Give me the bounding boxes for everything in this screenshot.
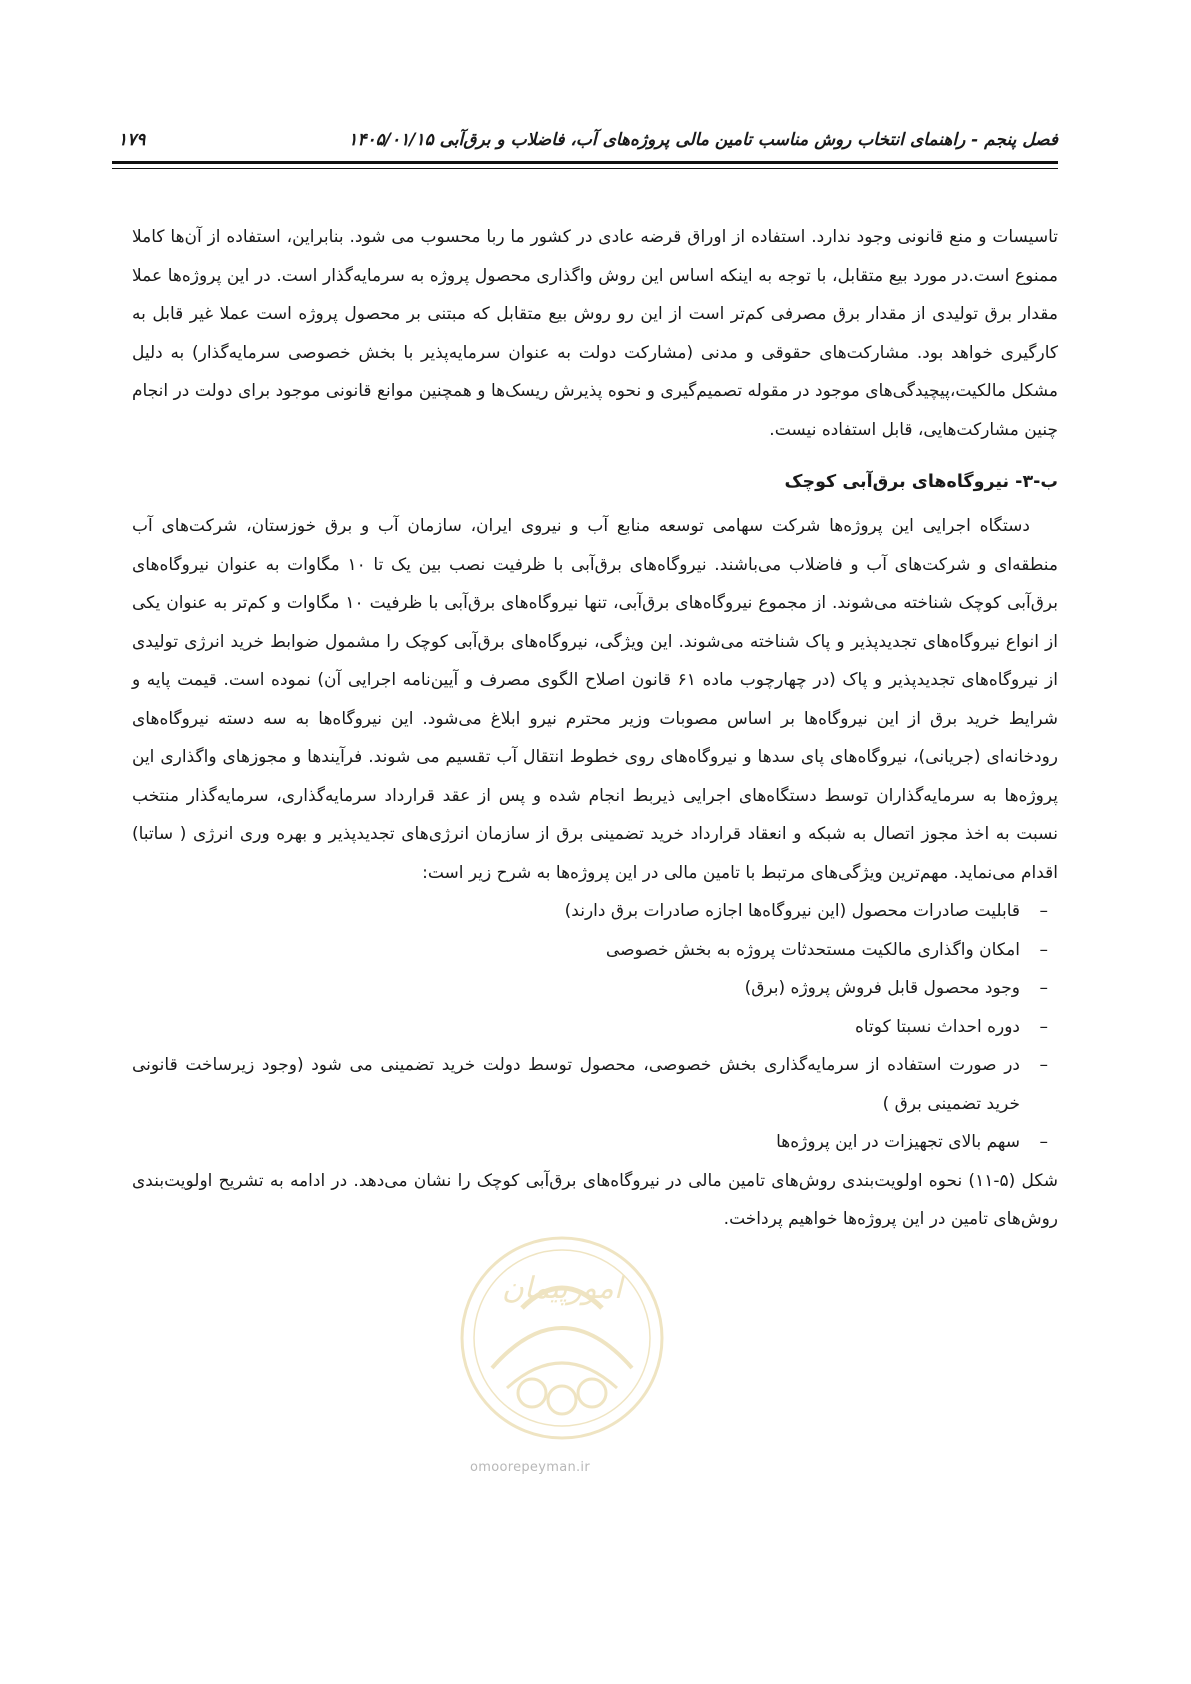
watermark-logo-icon [452, 1228, 672, 1448]
list-item-text: قابلیت صادرات محصول (این نیروگاه‌ها اجازه صادرات برق دارند) [564, 901, 1020, 921]
paragraph-small-hydro: دستگاه اجرایی این پروژه‌ها شرکت سهامی توسعه منابع آب و نیروی ایران، سازمان آب و برق خوزستان، شرکت‌های آب منطقه‌ای و شرکت‌های آب و فاضلاب می‌باشند. نیروگاه‌های برق‌آبی با ظرفیت نصب بین یک تا ۱۰ مگاوات به عنوان نیروگاه‌های برق‌آبی کوچک شناخته می‌شوند. از مجموع نیروگاه‌های برق‌آبی، تنها نیروگاه‌های برق‌آبی با ظرفیت ۱۰ مگاوات و کم‌تر به عنوان یکی از انواع نیروگاه‌های تجدیدپذیر و پاک شناخته می‌شوند. این ویژگی، نیروگاه‌های برق‌آبی کوچک را مشمول ضوابط خرید انرژی تولیدی از نیروگاه‌های تجدیدپذیر و پاک (در چهارچوب ماده ۶۱ قانون اصلاح الگوی مصرف و آیین‌نامه اجرایی آن) نموده است. قیمت پایه و شرایط خرید برق از این نیروگاه‌ها بر اساس مصوبات وزیر محترم نیرو ابلاغ می‌شود. این نیروگاه‌ها به سه دسته نیروگاه‌های رودخانه‌ای (جریانی)، نیروگاه‌های پای سدها و نیروگاه‌های روی خطوط انتقال آب تقسیم می شوند. فرآیندها و مجوزهای واگذاری این پروژه‌ها به سرمایه‌گذاران توسط دستگاه‌های اجرایی ذیربط انجام شده و پس از عقد قرارداد سرمایه‌گذاری، سرمایه‌گذار منتخب نسبت به اخذ مجوز اتصال به شبکه و انعقاد قرارداد خرید تضمینی برق از سازمان انرژی‌های تجدیدپذیر و بهره وری انرژی ( ساتبا) اقدام می‌نماید. مهم‌ترین ویژگی‌های مرتبط با تامین مالی در این پروژه‌ها به شرح زیر است: [132, 516, 1059, 883]
page-header [112, 126, 1058, 164]
bullet-dash: – [1039, 1016, 1048, 1037]
feature-list [132, 892, 1058, 1162]
list-item [132, 1123, 1048, 1162]
header-rule-thin [112, 168, 1058, 169]
bullet-dash: – [1039, 1132, 1048, 1152]
bullet-dash: – [1039, 978, 1048, 998]
page-body [132, 218, 1058, 1239]
list-item-text: در صورت استفاده از سرمایه‌گذاری بخش خصوصی، محصول توسط دولت خرید تضمینی می شود (وجود زیرساخت قانونی خرید تضمینی برق ) [132, 1055, 1020, 1114]
bullet-dash: – [1039, 1055, 1048, 1075]
paragraph-financing-methods: تاسیسات و منع قانونی وجود ندارد. استفاده از اوراق قرضه عادی در کشور ما ربا محسوب می شود. بنابراین، استفاده از آن‌ها کاملا ممنوع است.در مورد بیع متقابل، با توجه به اینکه اساس این روش واگذاری محصول پروژه به سرمایه‌گذار است. در این پروژه‌ها عملا مقدار برق تولیدی از مقدار برق مصرفی کم‌تر است از این رو روش بیع متقابل که مبتنی بر محصول پروژه است عملا غیر قابل به کارگیری خواهد بود. مشارکت‌های حقوقی و مدنی (مشارکت دولت به عنوان سرمایه‌پذیر با بخش خصوصی سرمایه‌گذار) به دلیل مشکل مالکیت،پیچیدگی‌های موجود در مقوله تصمیم‌گیری و نحوه پذیرش ریسک‌ها و همچنین موانع قانونی موجود برای دولت در انجام چنین مشارکت‌هایی، قابل استفاده نیست. [132, 227, 1058, 440]
page-number: ۱۷۹ [118, 130, 146, 150]
list-item [132, 931, 1048, 970]
header-rule [112, 161, 1058, 164]
watermark-text: امورپیمان [501, 1271, 623, 1306]
list-item-text: وجود محصول قابل فروش پروژه (برق) [744, 978, 1020, 998]
list-item [132, 892, 1048, 931]
bullet-dash: – [1039, 939, 1048, 960]
section-heading: ب-۳- نیروگاه‌های برق‌آبی کوچک [784, 472, 1058, 492]
list-item-text: دوره احداث نسبتا کوتاه [854, 1016, 1020, 1037]
chapter-title: فصل پنجم - راهنمای انتخاب روش مناسب تامین مالی پروژه‌های آب، فاضلاب و برق‌آبی ۱۴۰۵/۰۱/۱۵ [348, 130, 1058, 150]
list-item-text: سهم بالای تجهیزات در این پروژه‌ها [776, 1132, 1020, 1152]
watermark-url: omoorepeyman.ir [470, 1460, 590, 1475]
paragraph-figure-reference: شکل (۵-۱۱) نحوه اولویت‌بندی روش‌های تامین مالی در نیروگاه‌های برق‌آبی کوچک را نشان می‌دهد. در ادامه به تشریح اولویت‌بندی روش‌های تامین در این پروژه‌ها خواهیم پرداخت. [132, 1170, 1059, 1229]
bullet-dash: – [1039, 901, 1048, 921]
list-item-text: امکان واگذاری مالکیت مستحدثات پروژه به بخش خصوصی [605, 939, 1020, 960]
list-item [132, 1008, 1048, 1047]
list-item [132, 969, 1048, 1008]
list-item [132, 1046, 1048, 1123]
